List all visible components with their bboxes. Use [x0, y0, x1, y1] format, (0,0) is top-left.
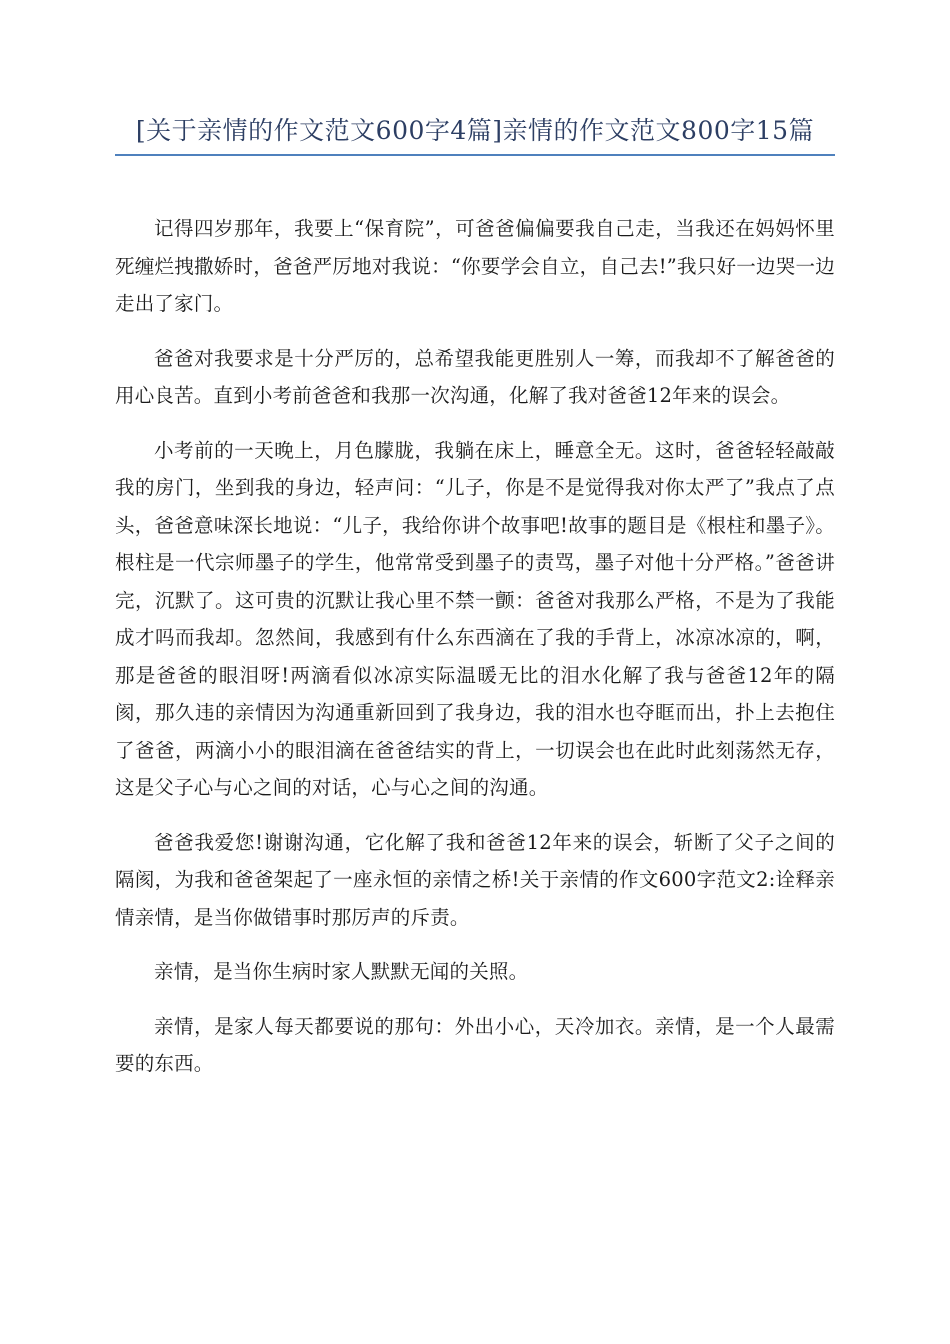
document-body — [115, 210, 835, 1100]
title-block — [115, 114, 835, 156]
document-title: [关于亲情的作文范文600字4篇]亲情的作文范文800字15篇 — [135, 116, 815, 145]
paragraph-6: 亲情，是家人每天都要说的那句：外出小心，天冷加衣。亲情，是一个人最需要的东西。 — [115, 1014, 835, 1075]
paragraph-4: 爸爸我爱您!谢谢沟通，它化解了我和爸爸12年来的误会，斩断了父子之间的隔阂，为我和爸爸架起了一座永恒的亲情之桥!关于亲情的作文600字范文2:诠释亲情亲情，是当你做错事时那厉声的斥责。 — [115, 830, 835, 929]
paragraph-3: 小考前的一天晚上，月色朦胧，我躺在床上，睡意全无。这时，爸爸轻轻敲敲我的房门，坐到我的身边，轻声问：“儿子，你是不是觉得我对你太严了”我点了点头，爸爸意味深长地说：“儿子，我给你讲个故事吧!故事的题目是《根柱和墨子》。根柱是一代宗师墨子的学生，他常常受到墨子的责骂，墨子对他十分严格。”爸爸讲完，沉默了。这可贵的沉默让我心里不禁一颤：爸爸对我那么严格，不是为了我能成才吗而我却。忽然间，我感到有什么东西滴在了我的手背上，冰凉冰凉的，啊，那是爸爸的眼泪呀!两滴看似冰凉实际温暖无比的泪水化解了我与爸爸12年的隔阂，那久违的亲情因为沟通重新回到了我身边，我的泪水也夺眶而出，扑上去抱住了爸爸，两滴小小的眼泪滴在爸爸结实的背上，一切误会也在此时此刻荡然无存，这是父子心与心之间的对话，心与心之间的沟通。 — [115, 438, 835, 799]
paragraph-2: 爸爸对我要求是十分严厉的，总希望我能更胜别人一筹，而我却不了解爸爸的用心良苦。直到小考前爸爸和我那一次沟通，化解了我对爸爸12年来的误会。 — [115, 346, 835, 407]
paragraph-5: 亲情，是当你生病时家人默默无闻的关照。 — [154, 960, 529, 983]
paragraph-1: 记得四岁那年，我要上“保育院”，可爸爸偏偏要我自己走，当我还在妈妈怀里死缠烂拽撒娇时，爸爸严厉地对我说：“你要学会自立，自己去!”我只好一边哭一边走出了家门。 — [115, 217, 835, 315]
